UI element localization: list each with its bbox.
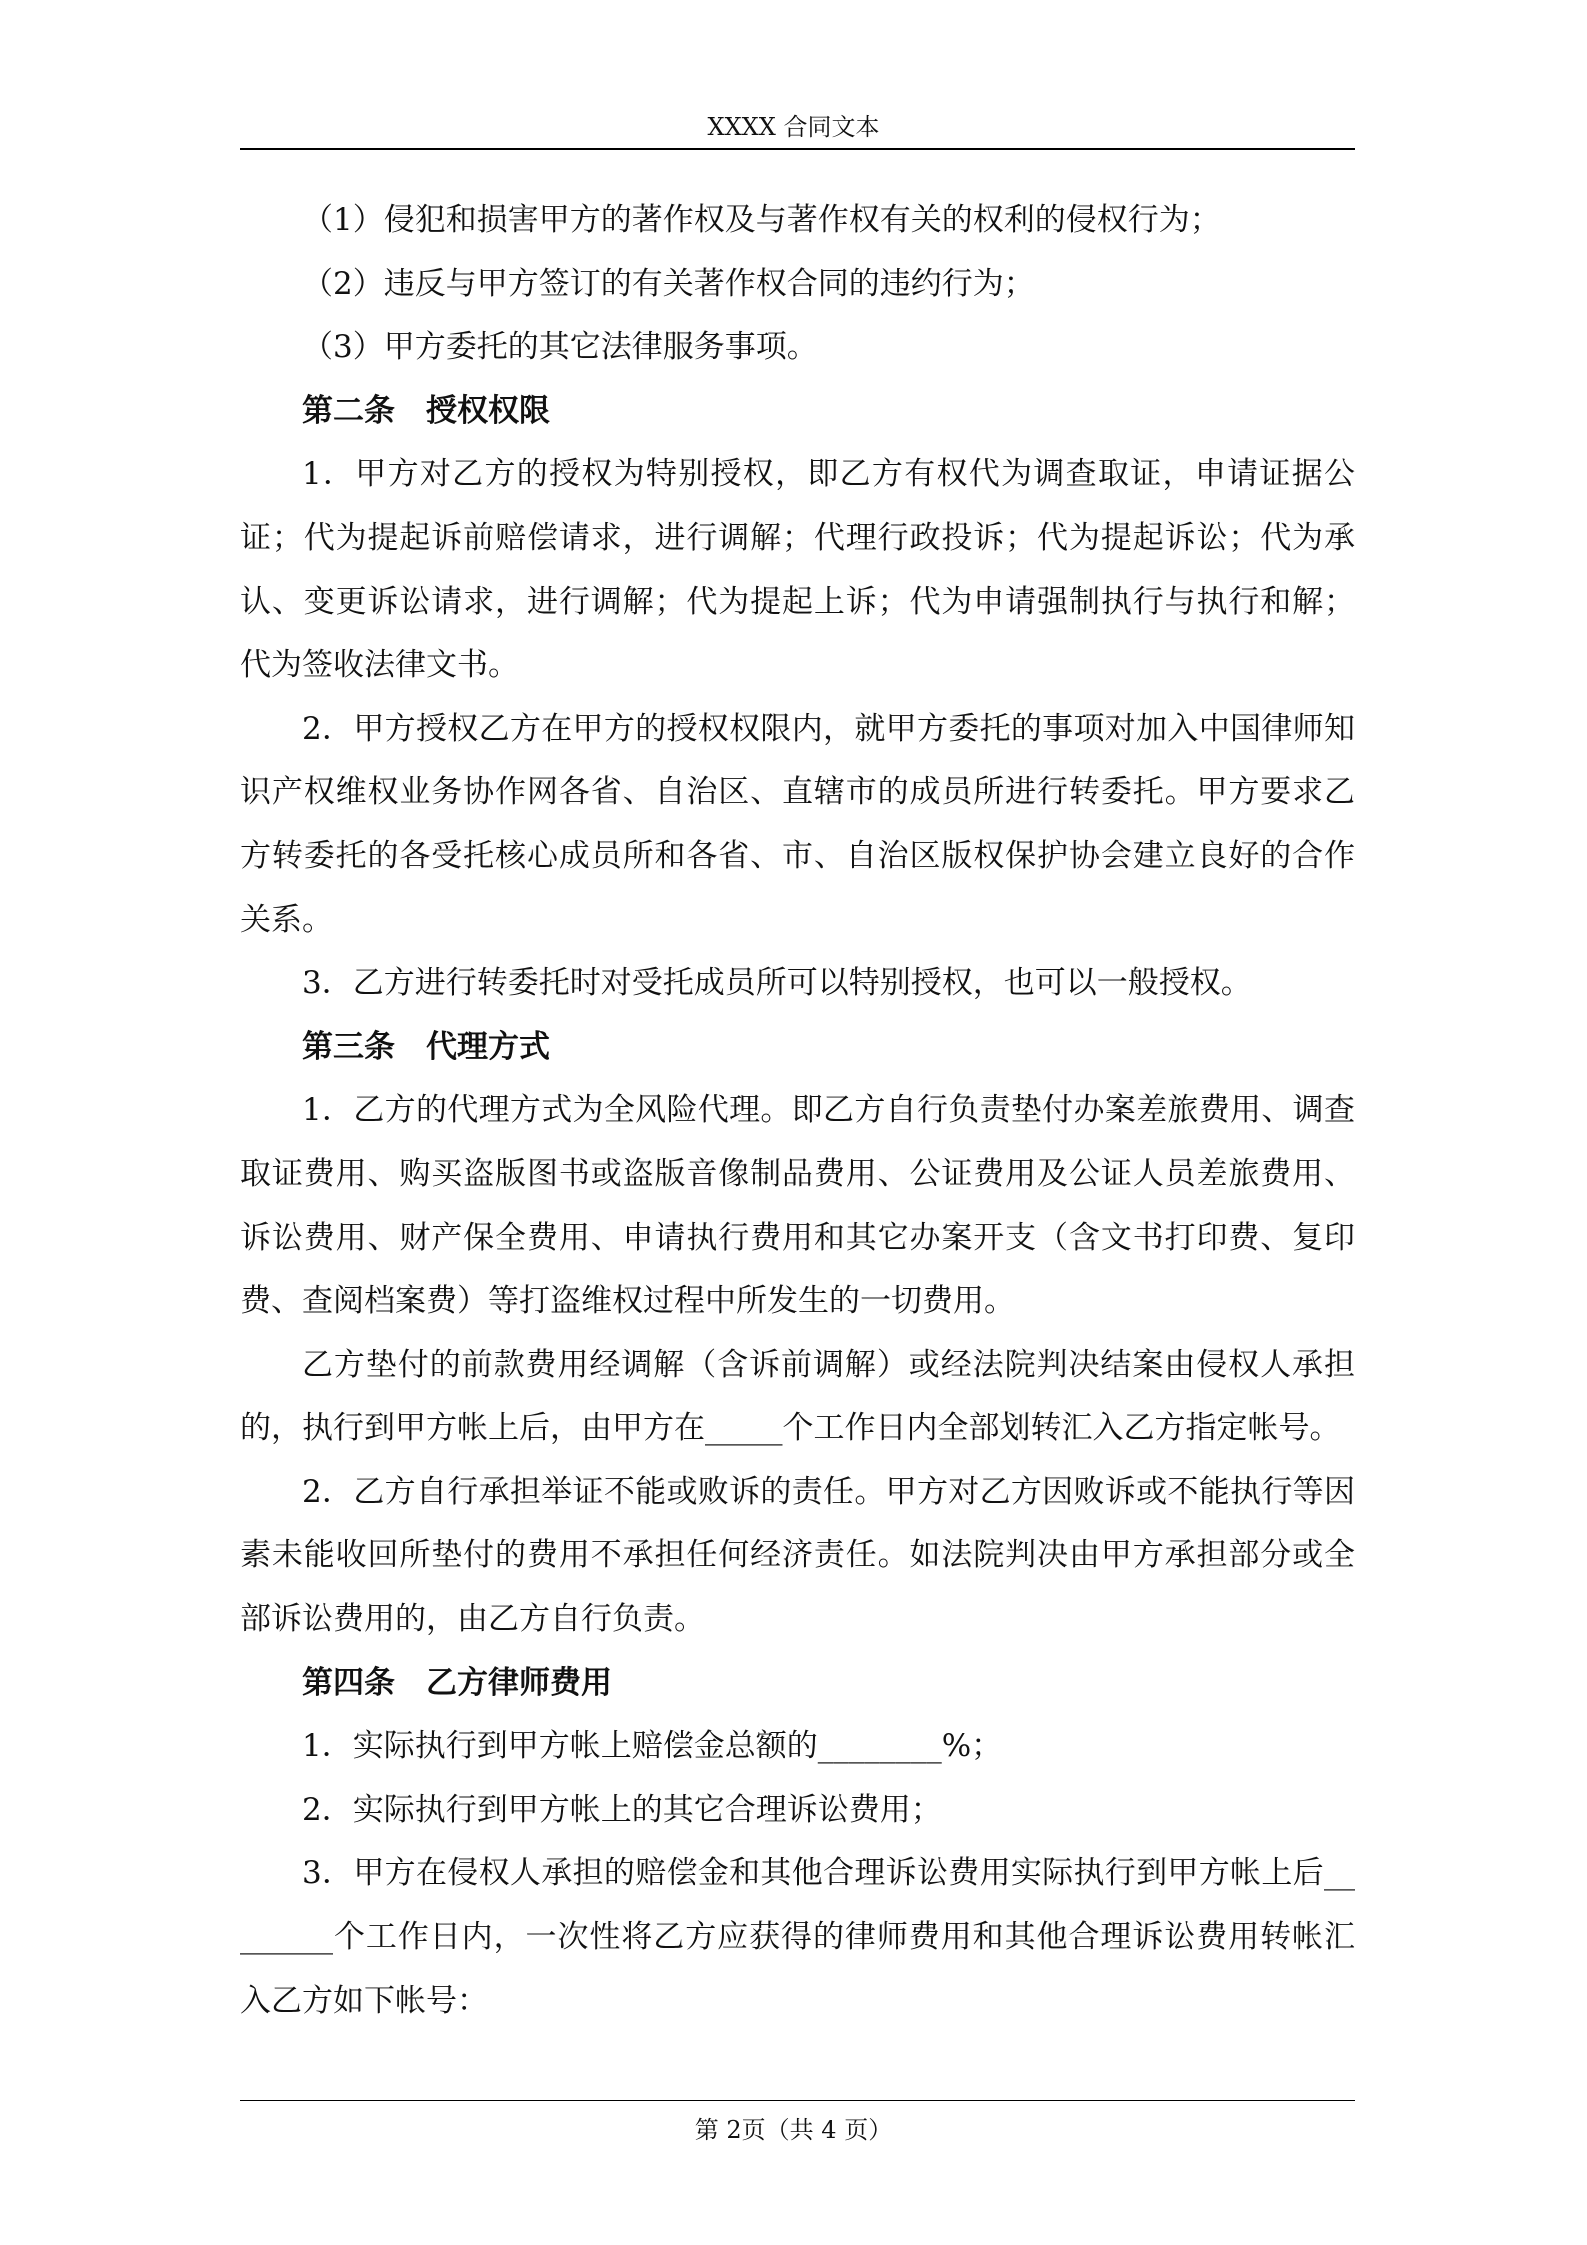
paragraph: （2）违反与甲方签订的有关著作权合同的违约行为； [302, 265, 1035, 302]
paragraph: 3．乙方进行转委托时对受托成员所可以特别授权，也可以一般授权。 [302, 965, 1252, 1002]
page-number: 第 2页（共 4 页） [694, 2116, 893, 2144]
footer-divider [240, 2100, 1355, 2101]
paragraph: （1）侵犯和损害甲方的著作权及与著作权有关的权利的侵权行为； [302, 202, 1221, 238]
paragraph: 2．乙方自行承担举证不能或败诉的责任。甲方对乙方因败诉或不能执行等因素未能收回所垫付的费用不承担任何经济责任。如法院判决由甲方承担部分或全部诉讼费用的，由乙方自行负责。 [240, 1473, 1355, 1638]
section-heading: 第四条 乙方律师费用 [302, 1664, 612, 1701]
paragraph: 3．甲方在侵权人承担的赔偿金和其他合理诉讼费用实际执行到甲方帐上后________个工作日内，一次性将乙方应获得的律师费用和其他合理诉讼费用转帐汇入乙方如下帐号： [240, 1855, 1355, 2019]
section-heading: 第三条 代理方式 [302, 1028, 550, 1065]
paragraph: 1．乙方的代理方式为全风险代理。即乙方自行负责垫付办案差旅费用、调查取证费用、购买盗版图书或盗版音像制品费用、公证费用及公证人员差旅费用、诉讼费用、财产保全费用、申请执行费用和其它办案开支（含文书打印费、复印费、查阅档案费）等打盗维权过程中所发生的一切费用。 [240, 1092, 1355, 1320]
document-body [240, 189, 1355, 2033]
paragraph: 2．实际执行到甲方帐上的其它合理诉讼费用； [302, 1791, 942, 1828]
header-title: XXXX 合同文本 [707, 113, 880, 141]
paragraph: 2．甲方授权乙方在甲方的授权权限内，就甲方委托的事项对加入中国律师知识产权维权业务协作网各省、自治区、直辖市的成员所进行转委托。甲方要求乙方转委托的各受托核心成员所和各省、市、自治区版权保护协会建立良好的合作关系。 [240, 710, 1355, 938]
paragraph: （3）甲方委托的其它法律服务事项。 [302, 329, 818, 366]
paragraph: 乙方垫付的前款费用经调解（含诉前调解）或经法院判决结案由侵权人承担的，执行到甲方帐上后，由甲方在_____个工作日内全部划转汇入乙方指定帐号。 [240, 1346, 1355, 1447]
paragraph: 1．实际执行到甲方帐上赔偿金总额的________%； [302, 1728, 1003, 1765]
section-heading: 第二条 授权权限 [302, 392, 550, 429]
paragraph: 1．甲方对乙方的授权为特别授权，即乙方有权代为调查取证，申请证据公证；代为提起诉前赔偿请求，进行调解；代理行政投诉；代为提起诉讼；代为承认、变更诉讼请求，进行调解；代为提起上诉；代为申请强制执行与执行和解；代为签收法律文书。 [240, 456, 1355, 684]
header-divider [240, 148, 1355, 150]
